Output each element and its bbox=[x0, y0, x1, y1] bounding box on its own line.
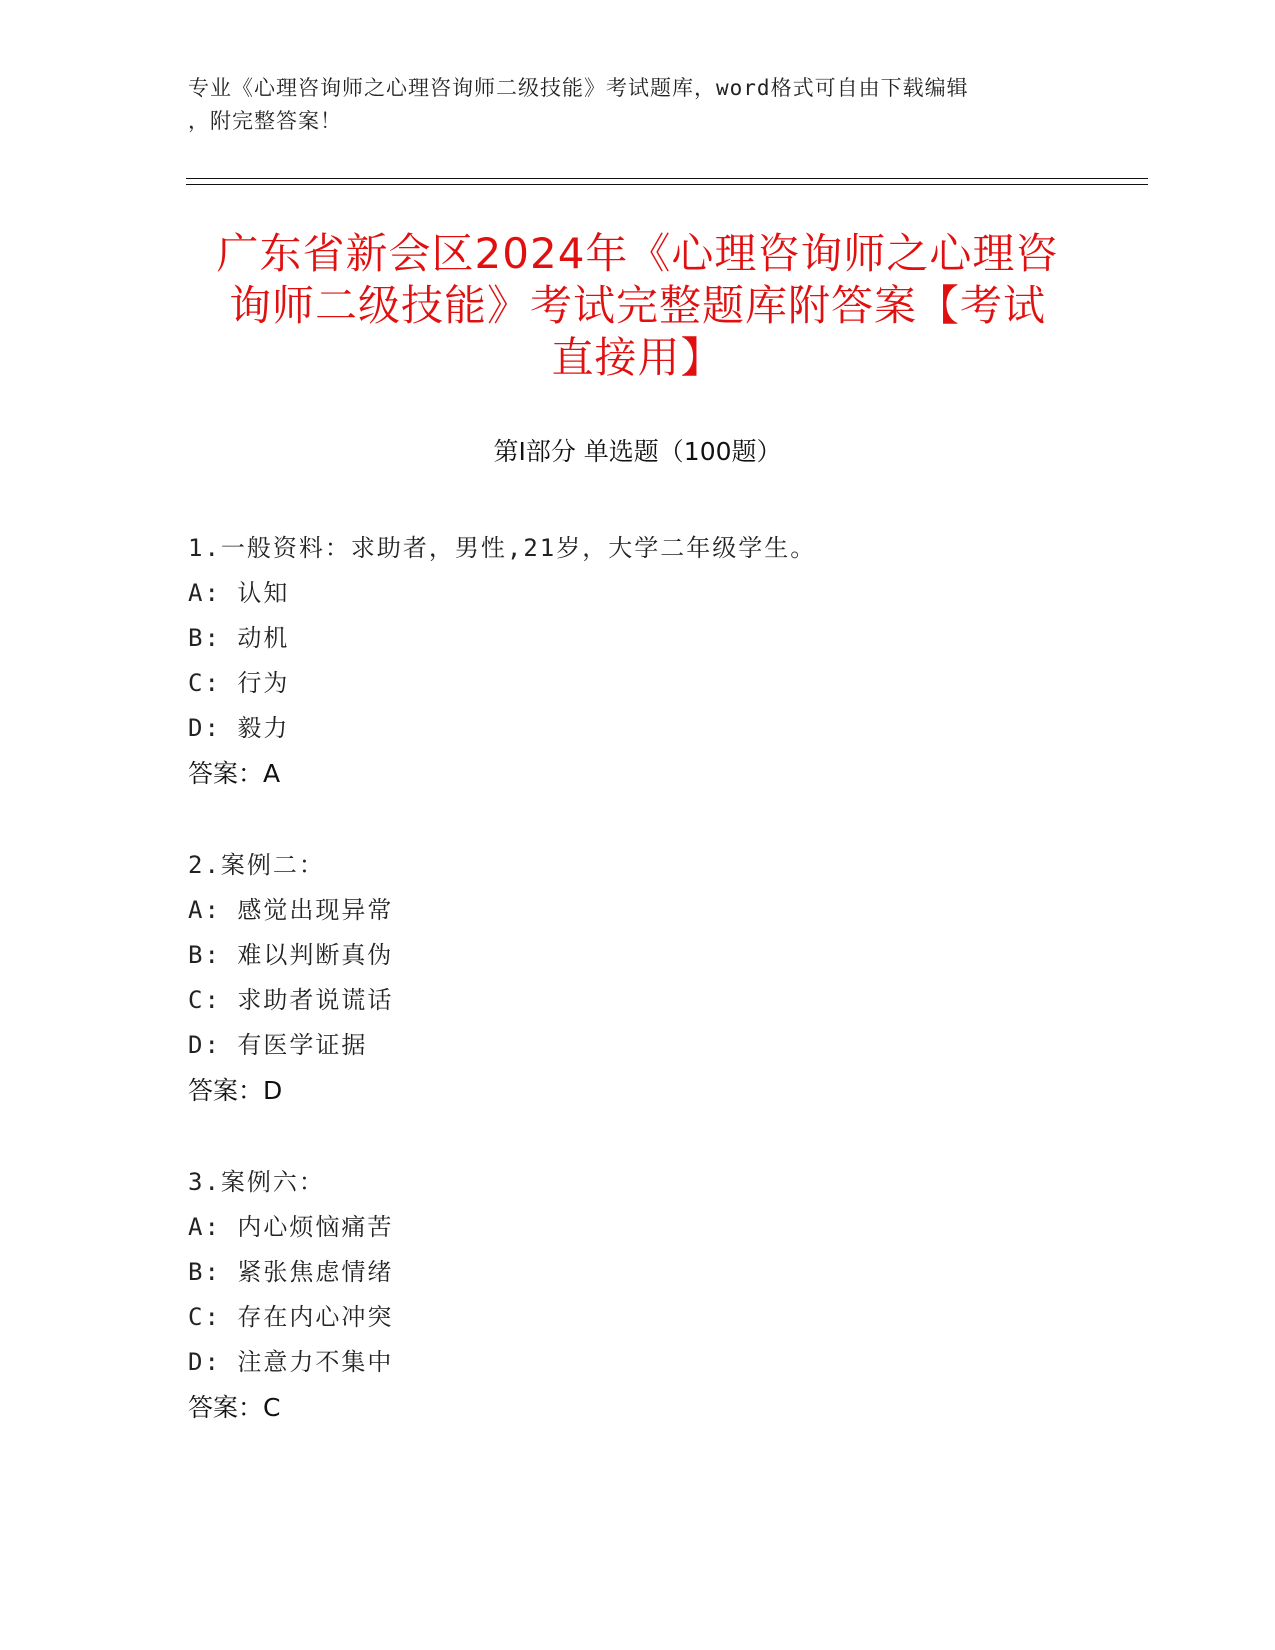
option-b: B: 紧张焦虑情绪 bbox=[188, 1258, 394, 1286]
document-title-line-3: 直接用】 bbox=[551, 333, 724, 382]
option-d: D: 有医学证据 bbox=[188, 1031, 368, 1059]
option-c: C: 行为 bbox=[188, 669, 290, 697]
header-divider-bottom bbox=[186, 184, 1148, 185]
document-title-line-1: 广东省新会区2024年《心理咨询师之心理咨 bbox=[216, 229, 1059, 278]
header-note-line-1: 专业《心理咨询师之心理咨询师二级技能》考试题库，word格式可自由下载编辑 bbox=[188, 76, 969, 100]
option-b: B: 动机 bbox=[188, 624, 290, 652]
question-1 bbox=[188, 526, 1088, 796]
question-3 bbox=[188, 1160, 1088, 1430]
answer-label: 答案：A bbox=[188, 759, 281, 788]
option-a: A: 内心烦恼痛苦 bbox=[188, 1213, 394, 1241]
option-c: C: 求助者说谎话 bbox=[188, 986, 394, 1014]
option-d: D: 注意力不集中 bbox=[188, 1348, 394, 1376]
header-divider-top bbox=[186, 178, 1148, 179]
option-a: A: 感觉出现异常 bbox=[188, 896, 394, 924]
question-2 bbox=[188, 843, 1088, 1113]
document-title-line-2: 询师二级技能》考试完整题库附答案【考试 bbox=[228, 281, 1046, 330]
option-c: C: 存在内心冲突 bbox=[188, 1303, 394, 1331]
question-stem: 2.案例二： bbox=[188, 851, 325, 879]
header-note-line-2: ，附完整答案！ bbox=[188, 109, 342, 133]
document-title bbox=[150, 228, 1125, 384]
question-stem: 1.一般资料：求助者，男性,21岁，大学二年级学生。 bbox=[188, 534, 817, 562]
question-stem: 3.案例六： bbox=[188, 1168, 325, 1196]
answer-label: 答案：D bbox=[188, 1076, 283, 1105]
option-b: B: 难以判断真伪 bbox=[188, 941, 394, 969]
answer-label: 答案：C bbox=[188, 1393, 281, 1422]
header-note bbox=[188, 72, 1088, 138]
option-a: A: 认知 bbox=[188, 579, 290, 607]
option-d: D: 毅力 bbox=[188, 714, 290, 742]
section-title: 第Ⅰ部分 单选题（100题） bbox=[493, 437, 782, 466]
